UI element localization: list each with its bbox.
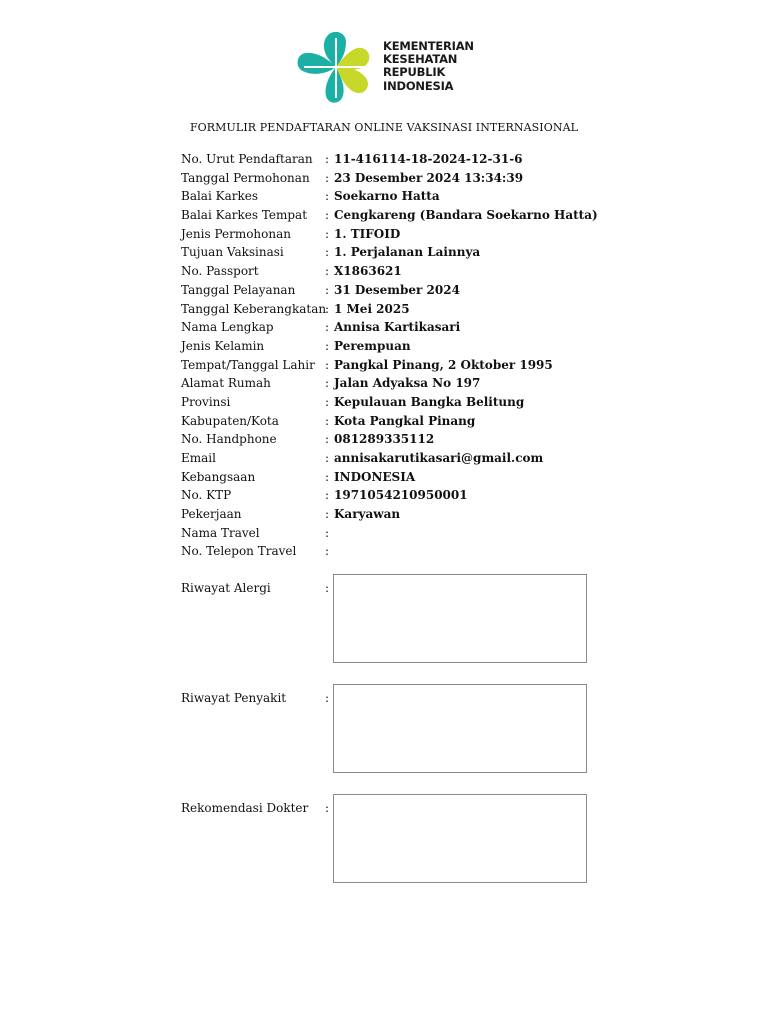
field-label: No. Telepon Travel — [181, 544, 297, 559]
field-colon: : — [325, 320, 330, 335]
field-colon: : — [325, 469, 330, 484]
field-colon: : — [325, 226, 330, 241]
field-colon: : — [325, 376, 330, 391]
field-colon: : — [325, 245, 330, 260]
field-label: Jenis Kelamin — [181, 338, 265, 353]
field-value: 31 Desember 2024 — [334, 282, 460, 297]
field-label: Provinsi — [181, 394, 231, 409]
field-value: 23 Desember 2024 13:34:39 — [334, 170, 524, 185]
field-value: INDONESIA — [334, 469, 416, 484]
field-value: 1 Mei 2025 — [334, 301, 410, 316]
field-value: 1. Perjalanan Lainnya — [334, 245, 481, 260]
field-value: X1863621 — [334, 264, 402, 279]
field-label: Balai Karkes — [181, 189, 259, 204]
field-colon: : — [325, 394, 330, 409]
riwayat-alergi-box — [333, 574, 587, 663]
field-colon: : — [325, 525, 330, 540]
field-label: Balai Karkes Tempat — [181, 208, 308, 223]
field-label: Tanggal Keberangkatan — [181, 301, 327, 316]
field-colon: : — [325, 357, 330, 372]
field-value: 081289335112 — [334, 432, 435, 447]
field-colon: : — [325, 170, 330, 185]
field-label: No. Urut Pendaftaran — [181, 152, 313, 166]
logo-wordmark — [383, 40, 474, 93]
kemenkes-emblem-icon — [296, 30, 376, 106]
field-colon: : — [325, 488, 330, 503]
field-label: Kabupaten/Kota — [181, 413, 279, 428]
field-label: Jenis Permohonan — [181, 226, 291, 241]
field-colon: : — [325, 152, 330, 166]
field-value: 1. TIFOID — [334, 226, 401, 241]
rekomendasi-dokter-label: Rekomendasi Dokter — [181, 801, 309, 815]
field-label: Nama Lengkap — [181, 320, 274, 335]
logo-line-1: KEMENTERIAN — [383, 39, 474, 53]
field-label: No. Passport — [181, 264, 259, 279]
field-value: Annisa Kartikasari — [334, 320, 461, 335]
field-colon: : — [325, 413, 330, 428]
logo-line-2: KESEHATAN — [383, 52, 458, 67]
field-value: Cengkareng (Bandara Soekarno Hatta) — [334, 208, 598, 223]
field-value: Soekarno Hatta — [334, 189, 440, 204]
field-colon: : — [325, 581, 330, 595]
field-colon: : — [325, 432, 330, 447]
field-colon: : — [325, 801, 330, 815]
field-colon: : — [325, 189, 330, 204]
field-colon: : — [325, 691, 330, 705]
field-label: Kebangsaan — [181, 469, 256, 484]
field-colon: : — [325, 507, 330, 522]
logo-line-4: INDONESIA — [383, 78, 454, 93]
field-label: Tujuan Vaksinasi — [181, 245, 284, 260]
riwayat-penyakit-label: Riwayat Penyakit — [181, 691, 287, 705]
field-label: Tempat/Tanggal Lahir — [181, 357, 315, 372]
riwayat-penyakit-box — [333, 684, 587, 773]
field-value: Kota Pangkal Pinang — [334, 413, 476, 428]
rekomendasi-dokter-box — [333, 794, 587, 883]
field-colon: : — [325, 282, 330, 297]
field-value: Karyawan — [334, 507, 401, 522]
field-colon: : — [325, 301, 330, 316]
field-colon: : — [325, 208, 330, 223]
field-value: Jalan Adyaksa No 197 — [334, 376, 481, 391]
field-colon: : — [325, 451, 330, 465]
field-label: Tanggal Pelayanan — [181, 282, 296, 297]
field-value: annisakarutikasari@gmail.com — [334, 451, 544, 465]
field-colon: : — [325, 544, 330, 559]
field-value: Perempuan — [334, 338, 411, 353]
field-colon: : — [325, 338, 330, 353]
field-label: Nama Travel — [181, 525, 260, 540]
field-label: No. Handphone — [181, 432, 277, 447]
field-label: Pekerjaan — [181, 507, 242, 522]
form-title: FORMULIR PENDAFTARAN ONLINE VAKSINASI INTERNASIONAL — [189, 121, 579, 134]
field-value: 11-416114-18-2024-12-31-6 — [334, 152, 523, 166]
field-label: Alamat Rumah — [181, 376, 271, 391]
field-colon: : — [325, 264, 330, 279]
field-value: Kepulauan Bangka Belitung — [334, 394, 525, 409]
field-label: Email — [181, 451, 216, 465]
logo-line-3: REPUBLIK — [383, 65, 446, 80]
riwayat-alergi-label: Riwayat Alergi — [181, 581, 271, 595]
kemenkes-logo — [296, 30, 476, 106]
field-label: Tanggal Permohonan — [181, 170, 310, 185]
field-label: No. KTP — [181, 488, 232, 503]
field-value: 1971054210950001 — [334, 488, 468, 503]
field-value: Pangkal Pinang, 2 Oktober 1995 — [334, 357, 553, 372]
